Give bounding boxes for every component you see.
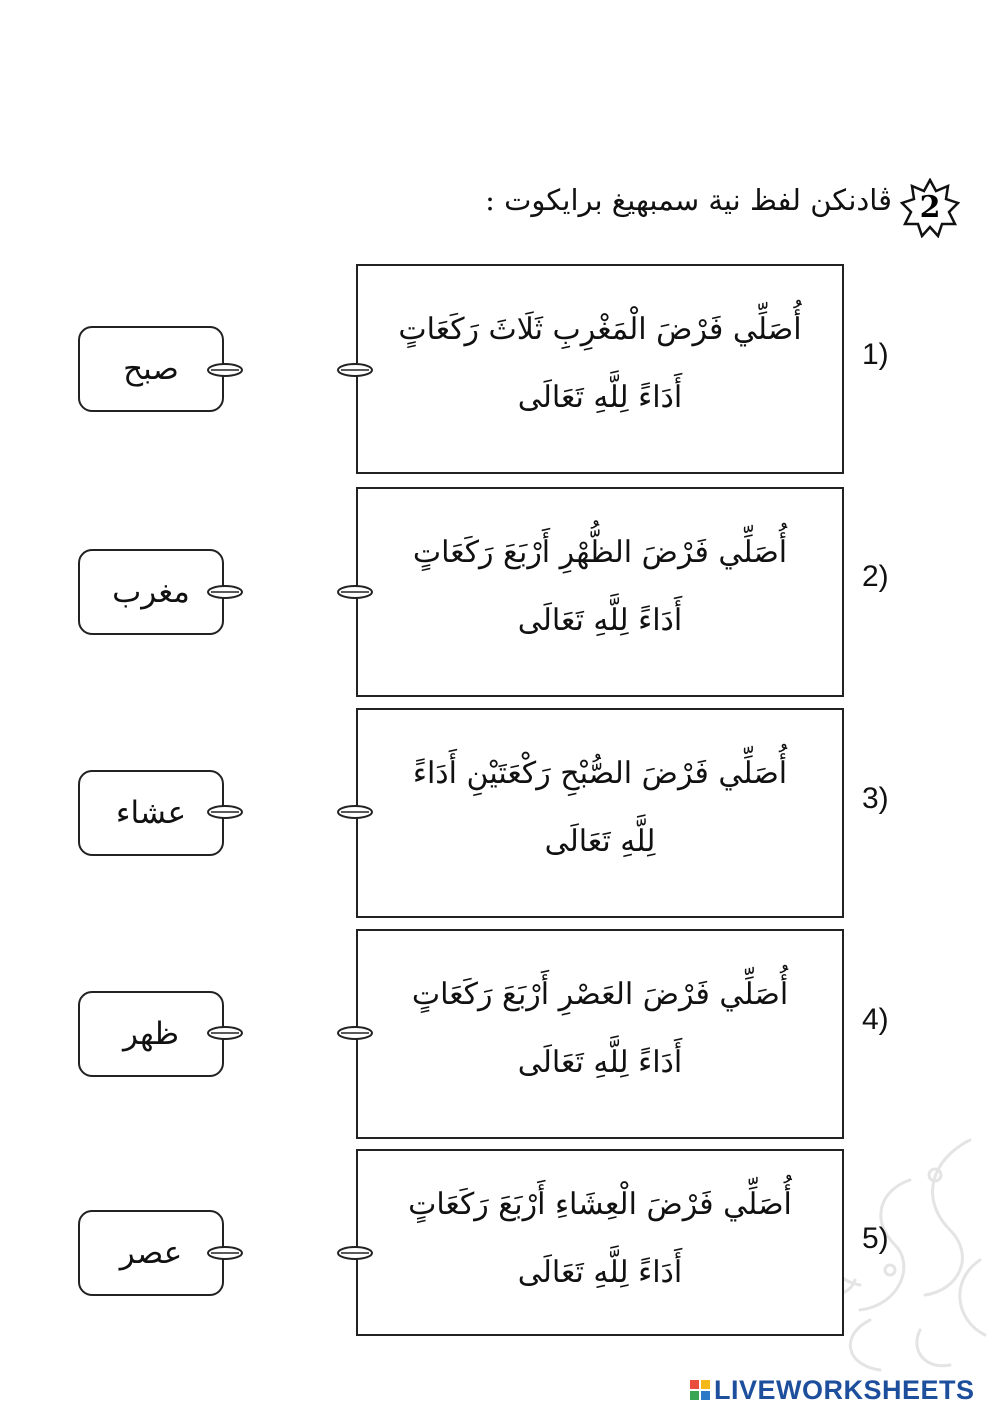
exercise-header xyxy=(360,178,960,268)
niat-box-2[interactable] xyxy=(356,487,844,697)
connector-dot-left-3[interactable] xyxy=(206,804,244,820)
niat-text-3 xyxy=(378,740,822,876)
niat-line-2a: أُصَلِّي فَرْضَ الظُّهْرِ أَرْبَعَ رَكَعَاتٍ xyxy=(412,535,788,570)
connector-dot-left-2[interactable] xyxy=(206,584,244,600)
instruction-text: ڤادنكن لفظ نية سمبهيغ برايكوت : xyxy=(485,183,892,217)
niat-box-5[interactable] xyxy=(356,1149,844,1336)
connector-dot-right-1[interactable] xyxy=(336,362,374,378)
prayer-label-5: عصر xyxy=(119,1235,183,1271)
prayer-box-4[interactable] xyxy=(78,991,224,1077)
connector-dot-right-3[interactable] xyxy=(336,804,374,820)
connector-dot-left-1[interactable] xyxy=(206,362,244,378)
niat-line-3a: أُصَلِّي فَرْضَ الصُّبْحِ رَكْعَتَيْنِ أَدَاءً xyxy=(412,756,788,791)
niat-text-2 xyxy=(378,519,822,655)
item-number-4: 4) xyxy=(862,1003,889,1036)
connector-dot-left-4[interactable] xyxy=(206,1025,244,1041)
connector-dot-right-5[interactable] xyxy=(336,1245,374,1261)
prayer-label-3: عشاء xyxy=(115,795,187,831)
niat-box-1[interactable] xyxy=(356,264,844,474)
niat-line-5a: أُصَلِّي فَرْضَ الْعِشَاءِ أَرْبَعَ رَكَعَاتٍ xyxy=(408,1187,792,1222)
connector-dot-left-5[interactable] xyxy=(206,1245,244,1261)
prayer-box-2[interactable] xyxy=(78,549,224,635)
niat-text-5 xyxy=(378,1171,822,1307)
item-number-3: 3) xyxy=(862,782,889,815)
item-number-5: 5) xyxy=(862,1222,889,1255)
niat-line-4a: أُصَلِّي فَرْضَ العَصْرِ أَرْبَعَ رَكَعَاتٍ xyxy=(411,977,789,1012)
niat-text-4 xyxy=(378,961,822,1097)
prayer-label-2: مغرب xyxy=(112,574,190,610)
niat-line-1b: أَدَاءً لِلَّهِ تَعَالَى xyxy=(517,380,683,415)
prayer-label-1: صبح xyxy=(123,351,179,387)
niat-line-1a: أُصَلِّي فَرْضَ الْمَغْرِبِ ثَلَاثَ رَكَعَاتٍ xyxy=(398,312,802,347)
prayer-box-5[interactable] xyxy=(78,1210,224,1296)
niat-line-4b: أَدَاءً لِلَّهِ تَعَالَى xyxy=(517,1045,683,1080)
niat-text-1 xyxy=(378,296,822,432)
item-number-2: 2) xyxy=(862,560,889,593)
niat-line-2b: أَدَاءً لِلَّهِ تَعَالَى xyxy=(517,603,683,638)
logo-text: LIVEWORKSHEETS xyxy=(714,1375,975,1405)
niat-box-4[interactable] xyxy=(356,929,844,1139)
prayer-box-1[interactable] xyxy=(78,326,224,412)
connector-dot-right-2[interactable] xyxy=(336,584,374,600)
connector-dot-right-4[interactable] xyxy=(336,1025,374,1041)
item-number-1: 1) xyxy=(862,338,889,371)
question-number: 2 xyxy=(919,190,941,225)
prayer-label-4: ظهر xyxy=(122,1016,180,1052)
liveworksheets-logo xyxy=(690,1374,990,1406)
question-number-badge xyxy=(900,178,960,238)
niat-line-5b: أَدَاءً لِلَّهِ تَعَالَى xyxy=(517,1255,683,1290)
niat-line-3b: لِلَّهِ تَعَالَى xyxy=(544,824,656,859)
niat-box-3[interactable] xyxy=(356,708,844,918)
prayer-box-3[interactable] xyxy=(78,770,224,856)
worksheet-grid-icon xyxy=(690,1380,710,1400)
